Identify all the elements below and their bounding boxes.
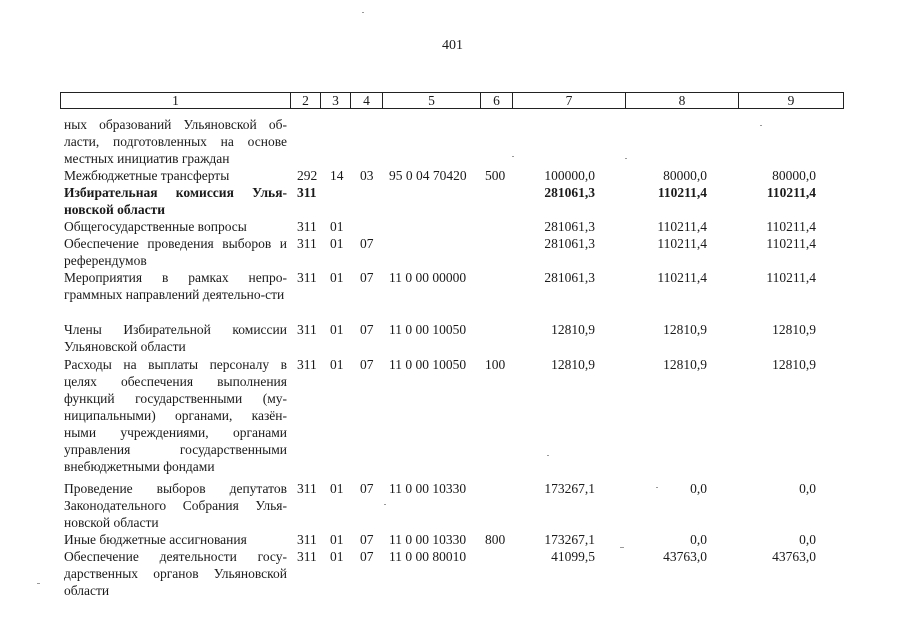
cell-amount-2: 110211,4 (657, 270, 707, 285)
cell-amount-2: 80000,0 (663, 168, 707, 183)
cell-ministry: 311 (297, 219, 317, 234)
row-name: Проведение выборов депутатов Законодательного Собрания Улья-новской области (64, 481, 287, 530)
cell-amount-3: 0,0 (799, 532, 816, 547)
cell-section: 01 (330, 322, 344, 337)
cell-target-article: 11 0 00 10330 (389, 532, 467, 547)
cell-ministry: 311 (297, 322, 317, 337)
cell-amount-1: 12810,9 (551, 357, 595, 372)
cell-amount-3: 110211,4 (766, 185, 816, 200)
page-number: 401 (442, 38, 463, 53)
header-col-1: 1 (60, 92, 291, 109)
cell-amount-1: 281061,3 (544, 185, 595, 200)
cell-subsection: 07 (360, 549, 374, 564)
cell-amount-3: 0,0 (799, 481, 816, 496)
cell-expense-type: 100 (485, 357, 506, 372)
cell-ministry: 292 (297, 168, 318, 183)
cell-amount-3: 12810,9 (772, 322, 816, 337)
cell-amount-2: 110211,4 (657, 236, 707, 251)
cell-amount-3: 110211,4 (766, 236, 816, 251)
cell-subsection: 07 (360, 322, 374, 337)
row-name: Расходы на выплаты персоналу в целях обеспечения выполнения функций государственными (му-ниципальными) органами, казён-ными учреждениями, органами управления государственными внебюджетными фондами (64, 357, 287, 474)
row-name: ных образований Ульяновской об-ласти, подготовленных на основе местных инициатив граждан (64, 117, 287, 166)
header-col-2: 2 (290, 92, 321, 109)
cell-subsection: 07 (360, 481, 374, 496)
cell-target-article: 11 0 00 10330 (389, 481, 467, 496)
row-name: Обеспечение проведения выборов и референдумов (64, 236, 287, 268)
cell-amount-2: 0,0 (690, 481, 707, 496)
cell-amount-1: 41099,5 (551, 549, 595, 564)
cell-amount-1: 12810,9 (551, 322, 595, 337)
cell-amount-3: 80000,0 (772, 168, 816, 183)
cell-section: 01 (330, 236, 344, 251)
scan-speck (656, 487, 658, 488)
cell-amount-2: 0,0 (690, 532, 707, 547)
cell-target-article: 11 0 00 10050 (389, 322, 467, 337)
cell-target-article: 11 0 00 10050 (389, 357, 467, 372)
cell-ministry: 311 (297, 357, 317, 372)
row-name: Общегосударственные вопросы (64, 219, 247, 234)
scan-speck (620, 547, 624, 548)
cell-target-article: 11 0 00 00000 (389, 270, 467, 285)
cell-subsection: 07 (360, 270, 374, 285)
cell-amount-1: 173267,1 (544, 532, 595, 547)
cell-section: 01 (330, 357, 344, 372)
cell-ministry: 311 (297, 236, 317, 251)
header-col-8: 8 (625, 92, 739, 109)
cell-amount-1: 100000,0 (544, 168, 595, 183)
row-name: Мероприятия в рамках непро-граммных направлений деятельно-сти (64, 270, 287, 302)
cell-amount-2: 12810,9 (663, 357, 707, 372)
header-col-4: 4 (350, 92, 383, 109)
cell-section: 01 (330, 549, 344, 564)
cell-expense-type: 500 (485, 168, 506, 183)
header-col-6: 6 (480, 92, 513, 109)
row-name: Иные бюджетные ассигнования (64, 532, 247, 547)
cell-amount-3: 110211,4 (766, 219, 816, 234)
cell-ministry: 311 (297, 185, 317, 200)
cell-amount-3: 43763,0 (772, 549, 816, 564)
cell-amount-1: 281061,3 (544, 219, 595, 234)
cell-amount-2: 110211,4 (657, 219, 707, 234)
scan-speck (760, 125, 762, 126)
scan-speck (362, 12, 364, 13)
cell-target-article: 95 0 04 70420 (389, 168, 467, 183)
cell-amount-2: 12810,9 (663, 322, 707, 337)
cell-amount-3: 110211,4 (766, 270, 816, 285)
row-name: Члены Избирательной комиссии Ульяновской области (64, 322, 287, 354)
cell-amount-3: 12810,9 (772, 357, 816, 372)
cell-subsection: 07 (360, 357, 374, 372)
cell-amount-2: 43763,0 (663, 549, 707, 564)
scan-speck (384, 504, 386, 505)
cell-subsection: 07 (360, 532, 374, 547)
cell-subsection: 07 (360, 236, 374, 251)
header-col-5: 5 (382, 92, 481, 109)
row-name: Обеспечение деятельности госу-дарственных органов Ульяновской области (64, 549, 287, 598)
cell-amount-1: 281061,3 (544, 236, 595, 251)
cell-ministry: 311 (297, 481, 317, 496)
cell-ministry: 311 (297, 532, 317, 547)
cell-section: 01 (330, 481, 344, 496)
cell-section: 01 (330, 532, 344, 547)
cell-section: 01 (330, 219, 344, 234)
scan-speck (512, 156, 514, 157)
cell-section: 01 (330, 270, 344, 285)
cell-expense-type: 800 (485, 532, 506, 547)
scan-speck (547, 455, 549, 456)
cell-subsection: 03 (360, 168, 374, 183)
header-col-3: 3 (320, 92, 351, 109)
scan-speck (625, 158, 627, 159)
header-col-7: 7 (512, 92, 626, 109)
row-name: Межбюджетные трансферты (64, 168, 230, 183)
row-name: Избирательная комиссия Улья-новской области (64, 185, 287, 217)
cell-amount-1: 281061,3 (544, 270, 595, 285)
cell-ministry: 311 (297, 270, 317, 285)
cell-target-article: 11 0 00 80010 (389, 549, 467, 564)
cell-section: 14 (330, 168, 344, 183)
scan-speck (37, 583, 40, 584)
cell-ministry: 311 (297, 549, 317, 564)
cell-amount-2: 110211,4 (657, 185, 707, 200)
cell-amount-1: 173267,1 (544, 481, 595, 496)
header-col-9: 9 (738, 92, 844, 109)
